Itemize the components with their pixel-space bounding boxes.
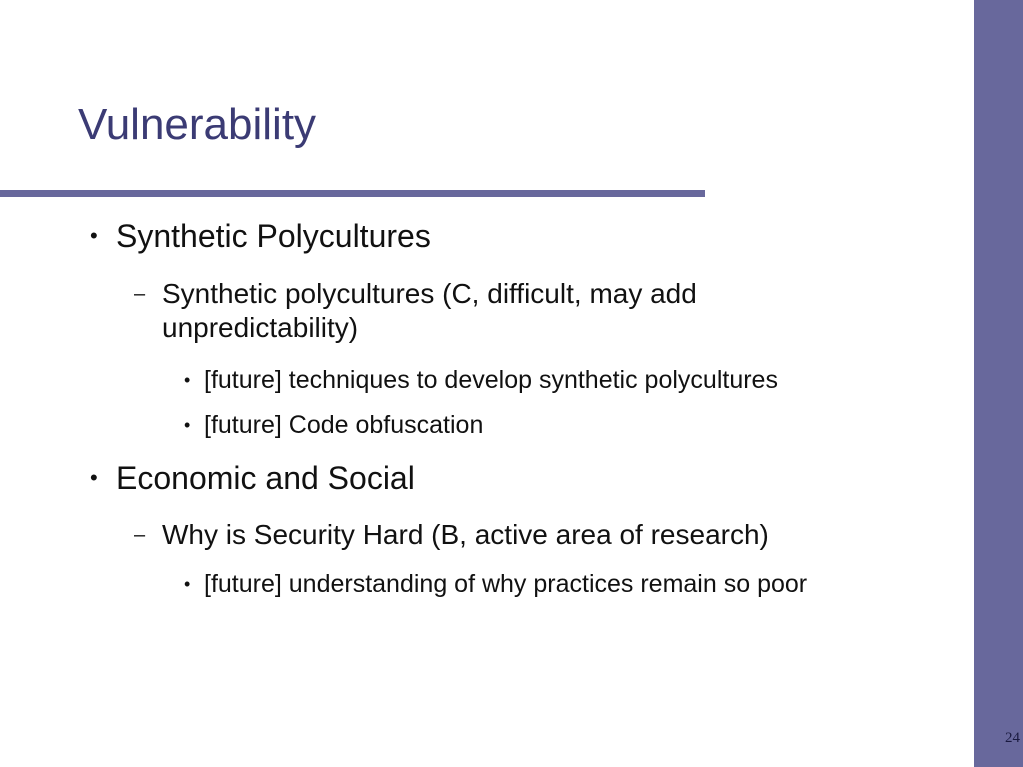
page-number: 24 bbox=[1005, 730, 1020, 746]
slide-title: Vulnerability bbox=[78, 100, 317, 149]
bullet-item bbox=[84, 217, 964, 255]
bullet-marker: • bbox=[90, 465, 98, 490]
sub-bullet-item bbox=[134, 518, 934, 552]
bullet-item bbox=[84, 459, 964, 497]
bullet-marker: • bbox=[184, 370, 191, 390]
sub-bullet-text: Synthetic polycultures (C, difficult, may add unpredictability) bbox=[162, 278, 697, 343]
bullet-marker: • bbox=[90, 223, 98, 248]
bullet-marker: • bbox=[184, 574, 191, 594]
bullet-marker: • bbox=[184, 415, 191, 435]
side-accent-bar bbox=[974, 0, 1023, 767]
dash-marker: – bbox=[134, 524, 146, 546]
bullet-text: Synthetic Polycultures bbox=[116, 218, 431, 254]
sub-sub-bullet-text: [future] Code obfuscation bbox=[204, 411, 484, 439]
sub-sub-bullet-item bbox=[182, 569, 902, 600]
sub-sub-bullet-text: [future] techniques to develop synthetic polycultures bbox=[204, 366, 778, 394]
sub-sub-bullet-text: [future] understanding of why practices remain so poor bbox=[204, 570, 808, 598]
sub-bullet-text: Why is Security Hard (B, active area of research) bbox=[162, 519, 769, 550]
bullet-text: Economic and Social bbox=[116, 460, 415, 496]
sub-bullet-item bbox=[134, 277, 834, 345]
title-underline bbox=[0, 190, 705, 197]
sub-sub-bullet-item bbox=[182, 365, 942, 396]
dash-marker: – bbox=[134, 283, 146, 305]
sub-sub-bullet-item bbox=[182, 410, 942, 441]
